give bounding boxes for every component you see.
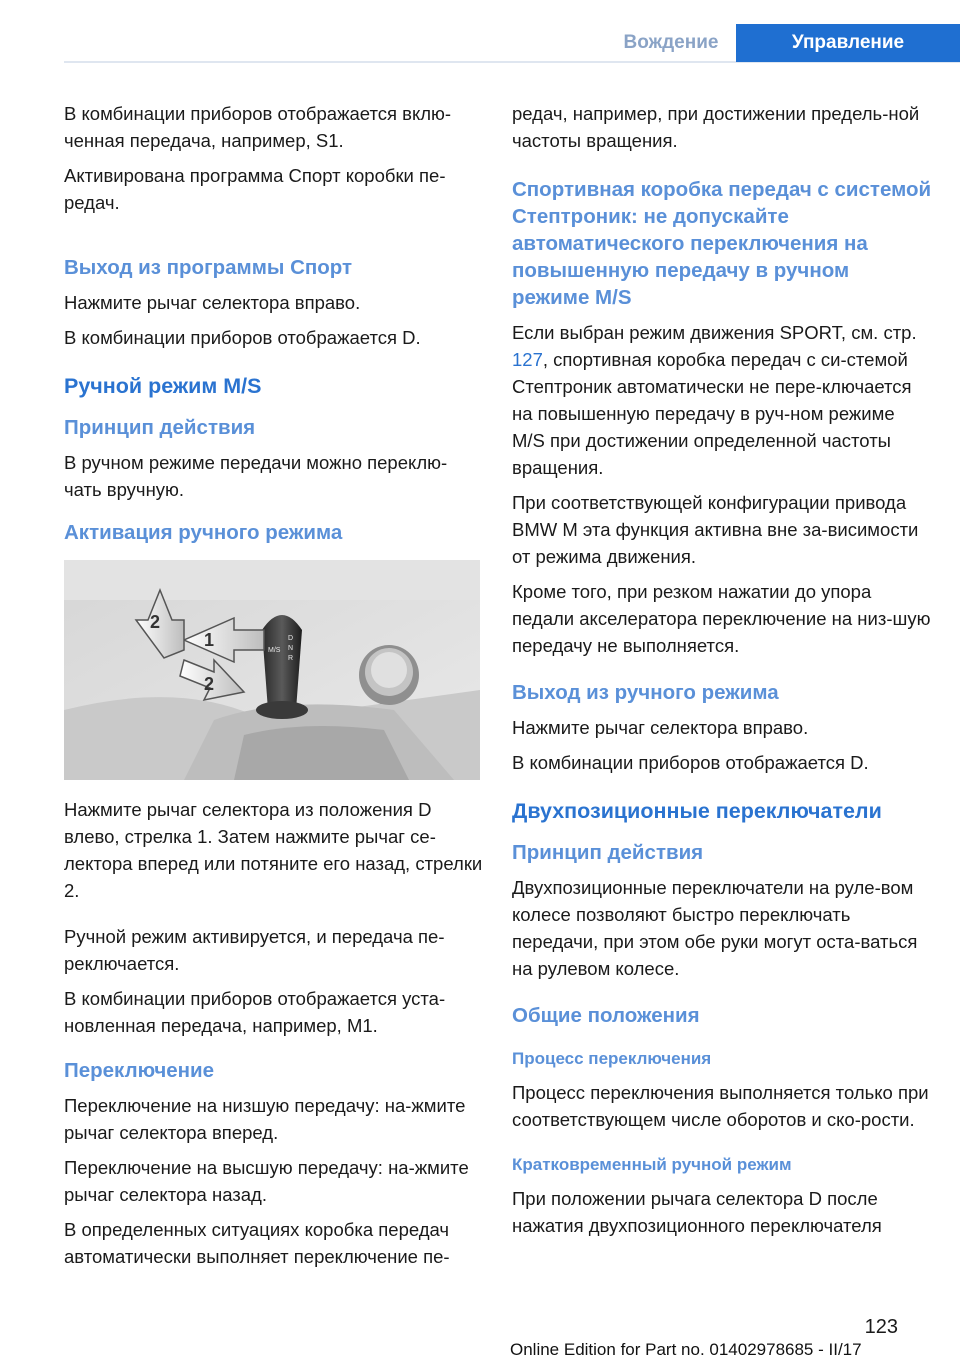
paragraph: При соответствующей конфигурации привода BMW M эта функция активна вне за-висимости от режима движения.: [512, 492, 919, 567]
heading-principle: Принцип действия: [64, 416, 256, 439]
paragraph: Процесс переключения выполняется только при соответствующем числе оборотов и ско-рости.: [512, 1082, 929, 1130]
paragraph: В комбинации приборов отображается D.: [512, 752, 869, 773]
paragraph: Нажмите рычаг селектора вправо.: [64, 292, 361, 313]
heading-general: Общие положения: [512, 1004, 700, 1027]
heading-shift-process: Процесс переключения: [512, 1049, 712, 1068]
paragraph: [512, 319, 932, 481]
heading-paddles: Двухпозиционные переключатели: [512, 799, 882, 823]
paragraph: Нажмите рычаг селектора из положения D влево, стрелка 1. Затем нажмите рычаг се-лектора вперед или потяните его назад, стрелки 2.: [64, 799, 483, 901]
text-run: Если выбран режим движения SPORT, см. стр.: [512, 322, 917, 343]
gear-label-r: R: [288, 655, 294, 662]
paragraph: Кроме того, при резком нажатии до упора педали акселератора переключение на низ-шую передачу не выполняется.: [512, 581, 931, 656]
left-column: [64, 100, 484, 1270]
paragraph: Ручной режим активируется, и передача пе-реключается.: [64, 926, 445, 974]
paragraph: редач, например, при достижении предель-ной частоты вращения.: [512, 103, 920, 151]
heading-short-manual: Кратковременный ручной режим: [512, 1155, 792, 1174]
gear-label-d: D: [288, 635, 294, 642]
paragraph: В комбинации приборов отображается D.: [64, 327, 421, 348]
arrow-label-2-forward: 2: [150, 612, 161, 632]
paragraph: Нажмите рычаг селектора вправо.: [512, 717, 809, 738]
arrow-label-2-back: 2: [204, 674, 215, 694]
paragraph: Двухпозиционные переключатели на руле-вом колесе позволяют быстро переключать передачи, при этом обе руки могут оста-ваться на рулевом колесе.: [512, 877, 918, 979]
paragraph: В комбинации приборов отображается вклю-ченная передача, например, S1.: [64, 103, 452, 151]
gear-selector-photo: [64, 560, 480, 780]
heading-exit-sport: Выход из программы Спорт: [64, 256, 353, 279]
heading-activation: Активация ручного режима: [64, 521, 343, 544]
heading-shifting: Переключение: [64, 1059, 215, 1082]
edition-footer: Online Edition for Part no. 01402978685 - II/17: [510, 1340, 862, 1359]
paragraph: В определенных ситуациях коробка передач автоматически выполняет переключение пе-: [64, 1219, 450, 1267]
text-run: , спортивная коробка передач с си-стемой Стептроник автоматически не пере-ключается на повышенную передачу в руч-ном режиме M/S при достижении определенной частоты вращения.: [512, 349, 912, 478]
heading-manual-mode: Ручной режим M/S: [64, 374, 262, 398]
header-tab-driving[interactable]: Вождение: [623, 32, 719, 53]
gear-label-ms: M/S: [268, 647, 281, 654]
heading-principle: Принцип действия: [512, 841, 704, 864]
right-column: [512, 100, 932, 1239]
page-number: 123: [864, 1316, 898, 1338]
paragraph: В комбинации приборов отображается уста-новленная передача, например, M1.: [64, 988, 446, 1036]
paragraph: Активирована программа Спорт коробки пе-редач.: [64, 165, 446, 213]
heading-exit-manual: Выход из ручного режима: [512, 681, 779, 704]
paragraph: Переключение на высшую передачу: на-жмите рычаг селектора назад.: [64, 1157, 469, 1205]
paragraph: Переключение на низшую передачу: на-жмите рычаг селектора вперед.: [64, 1095, 466, 1143]
paragraph: При положении рычага селектора D после нажатия двухпозиционного переключателя: [512, 1188, 882, 1236]
heading-steptronic: Спортивная коробка передач с системой Стептроник: не допускайте автоматического переключения на повышенную передачу в ручном режиме M/S: [512, 178, 932, 309]
page-link-127[interactable]: 127: [512, 349, 543, 370]
paragraph: В ручном режиме передачи можно переклю-чать вручную.: [64, 452, 448, 500]
header-tab-controls[interactable]: Управление: [736, 24, 960, 62]
arrow-label-1: 1: [204, 630, 215, 650]
gear-label-n: N: [288, 645, 294, 652]
